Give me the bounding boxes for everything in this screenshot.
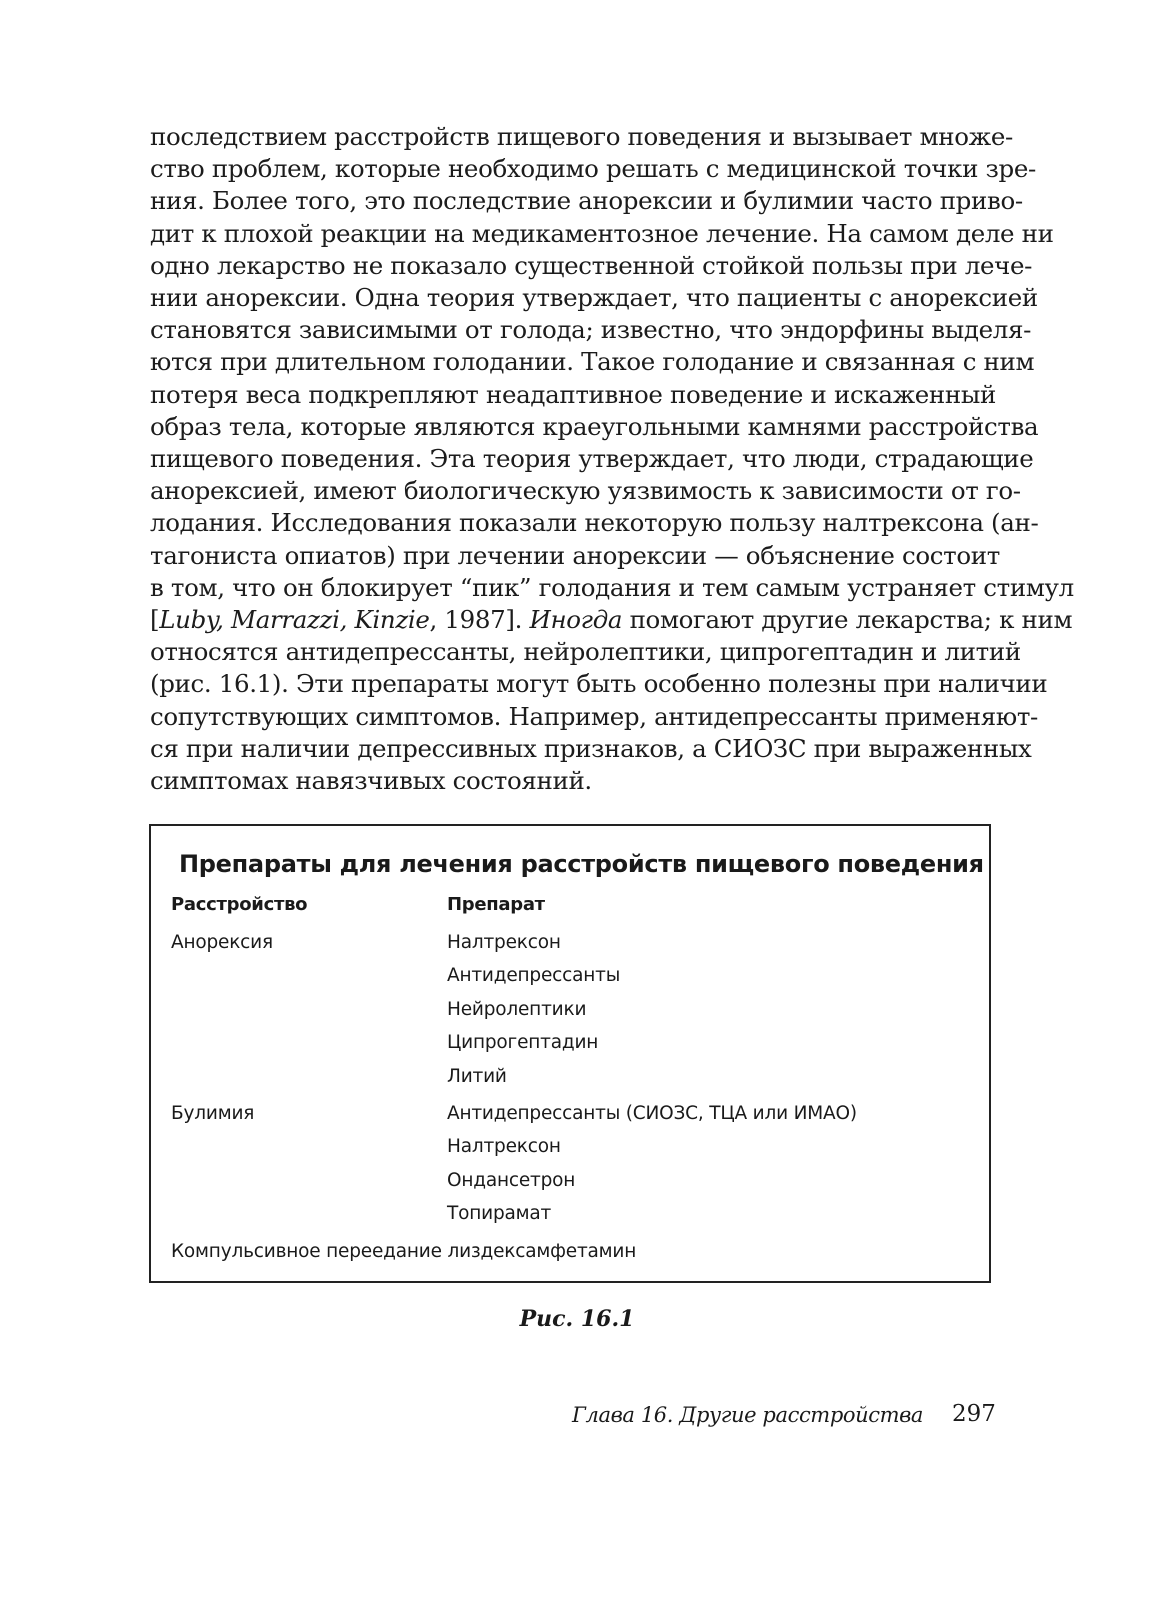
text-line: нии анорексии. Одна теория утверждает, что пациенты с анорексией <box>150 283 1038 313</box>
figure-table-box <box>149 824 991 1283</box>
text-line: последствием расстройств пищевого поведения и вызывает множе- <box>150 122 1013 151</box>
drug-cell: Налтрексон <box>447 1136 561 1157</box>
body-text <box>150 121 1074 797</box>
running-footer-chapter: Глава 16. Другие расстройства <box>572 1403 924 1427</box>
binge-eating-row: Компульсивное переедание лиздексамфетамин <box>171 1241 637 1262</box>
figure-title: Препараты для лечения расстройств пищевого поведения <box>179 850 984 878</box>
page-number: 297 <box>952 1401 996 1427</box>
text-line: ния. Более того, это последствие анорексии и булимии часто приво- <box>150 186 1023 216</box>
text-line: становятся зависимыми от голода; известно, что эндорфины выделя- <box>150 315 1032 345</box>
text-line: образ тела, которые являются краеугольными камнями расстройства <box>150 411 1039 441</box>
text-line: симптомах навязчивых состояний. <box>150 766 592 796</box>
emphasis-word: Иногда <box>529 605 623 635</box>
citation-rest: помогают другие лекарства; к ним <box>622 605 1073 635</box>
text-line: дит к плохой реакции на медикаментозное лечение. На самом деле ни <box>150 218 1054 248</box>
citation-year: , 1987]. <box>429 605 530 635</box>
text-line: ство проблем, которые необходимо решать с медицинской точки зре- <box>150 154 1036 184</box>
text-line: потеря веса подкрепляют неадаптивное поведение и искаженный <box>150 379 996 409</box>
text-line: тагониста опиатов) при лечении анорексии — объяснение состоит <box>150 540 1000 570</box>
text-line: анорексией, имеют биологическую уязвимость к зависимости от го- <box>150 476 1021 506</box>
text-line: ся при наличии депрессивных признаков, а СИОЗС при выраженных <box>150 733 1032 763</box>
drug-cell: Ондансетрон <box>447 1170 576 1191</box>
text-line: (рис. 16.1). Эти препараты могут быть особенно полезны при наличии <box>150 669 1048 699</box>
drug-cell: Ципрогептадин <box>447 1032 599 1053</box>
drug-cell: Нейролептики <box>447 999 587 1020</box>
text-line: в том, что он блокирует “пик” голодания и тем самым устраняет стимул <box>150 572 1074 602</box>
disorder-anorexia: Анорексия <box>171 932 273 953</box>
drug-cell: Антидепрессанты <box>447 965 621 986</box>
drug-cell: Налтрексон <box>447 932 561 953</box>
text-line: одно лекарство не показало существенной стойкой пользы при лече- <box>150 250 1033 280</box>
citation-bracket: [ <box>150 605 160 635</box>
column-header-disorder: Расстройство <box>171 894 308 915</box>
disorder-bulimia: Булимия <box>171 1103 255 1124</box>
drug-cell: Литий <box>447 1066 507 1087</box>
column-header-drug: Препарат <box>447 894 545 915</box>
citation-authors: Luby, Marrazzi, Kinzie <box>159 605 430 635</box>
text-line: относятся антидепрессанты, нейролептики, ципрогептадин и литий <box>150 637 1021 667</box>
text-line: лодания. Исследования показали некоторую пользу налтрексона (ан- <box>150 508 1039 538</box>
text-line: ются при длительном голодании. Такое голодание и связанная с ним <box>150 347 1035 377</box>
citation-line <box>150 604 1073 636</box>
figure-caption: Рис. 16.1 <box>519 1306 635 1332</box>
drug-cell: Антидепрессанты (СИОЗС, ТЦА или ИМАО) <box>447 1103 857 1124</box>
drug-cell: Топирамат <box>447 1203 552 1224</box>
text-line: сопутствующих симптомов. Например, антидепрессанты применяют- <box>150 701 1038 731</box>
text-line: пищевого поведения. Эта теория утверждает, что люди, страдающие <box>150 444 1034 474</box>
